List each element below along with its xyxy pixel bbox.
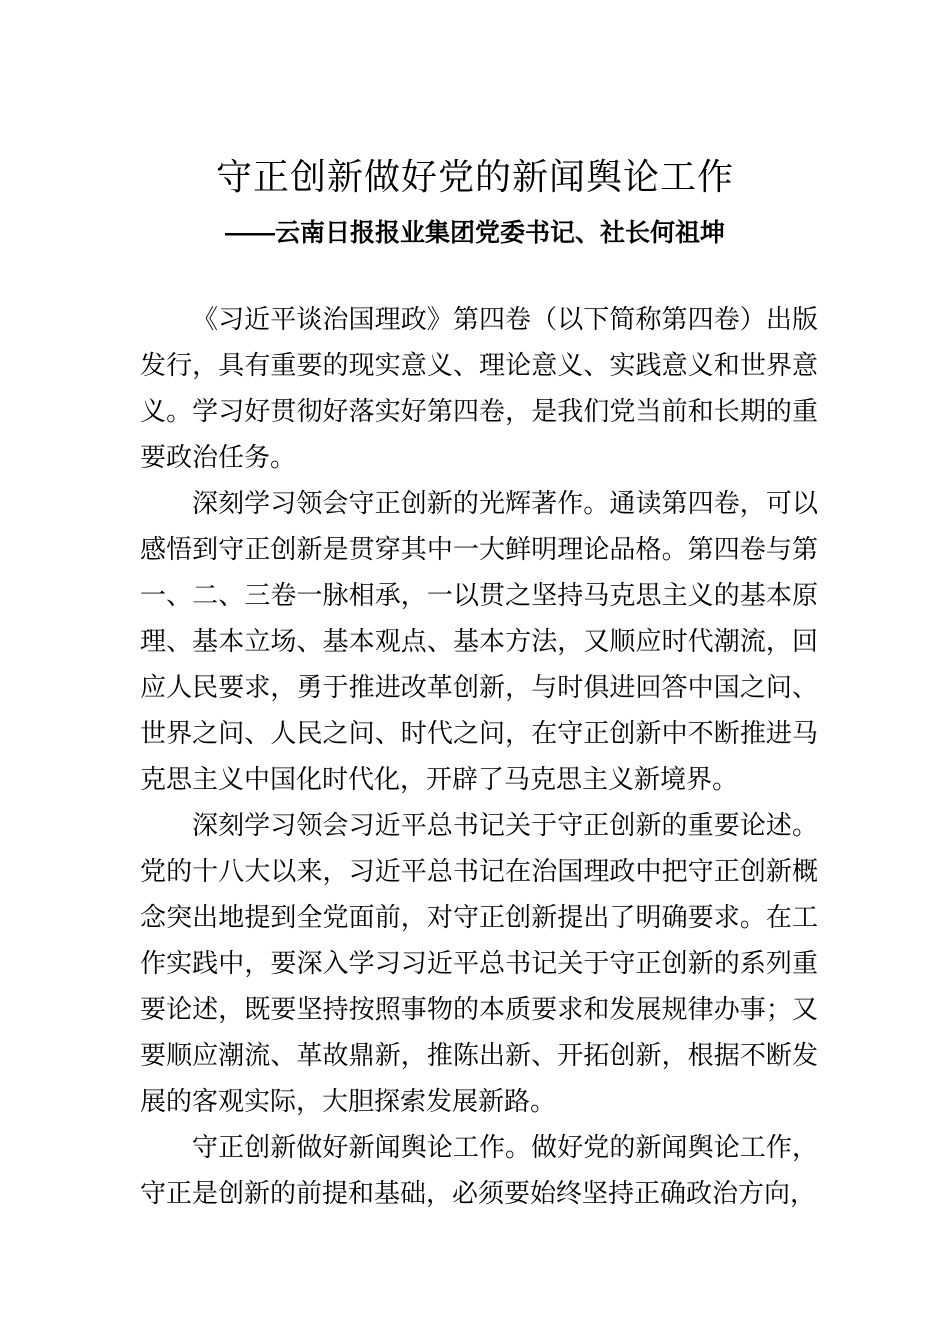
document-body — [140, 296, 818, 1216]
document-subtitle: ——云南日报报业集团党委书记、社长何祖坤 — [224, 219, 725, 247]
paragraph-2: 深刻学习领会守正创新的光辉著作。通读第四卷，可以感悟到守正创新是贯穿其中一大鲜明理论品格。第四卷与第一、二、三卷一脉相承，一以贯之坚持马克思主义的基本原理、基本立场、基本观点、基本方法，又顺应时代潮流，回应人民要求，勇于推进改革创新，与时俱进回答中国之问、世界之问、人民之问、时代之问，在守正创新中不断推进马克思主义中国化时代化，开辟了马克思主义新境界。 — [140, 488, 818, 794]
paragraph-1: 《习近平谈治国理政》第四卷（以下简称第四卷）出版发行，具有重要的现实意义、理论意义、实践意义和世界意义。学习好贯彻好落实好第四卷，是我们党当前和长期的重要政治任务。 — [140, 304, 818, 472]
paragraph-3: 深刻学习领会习近平总书记关于守正创新的重要论述。党的十八大以来，习近平总书记在治国理政中把守正创新概念突出地提到全党面前，对守正创新提出了明确要求。在工作实践中，要深入学习习近平总书记关于守正创新的系列重要论述，既要坚持按照事物的本质要求和发展规律办事；又要顺应潮流、革故鼎新，推陈出新、开拓创新，根据不断发展的客观实际，大胆探索发展新路。 — [140, 810, 818, 1116]
document-title: 守正创新做好党的新闻舆论工作 — [215, 157, 734, 197]
paragraph-4: 守正创新做好新闻舆论工作。做好党的新闻舆论工作，守正是创新的前提和基础，必须要始终坚持正确政治方向， — [140, 1132, 818, 1208]
